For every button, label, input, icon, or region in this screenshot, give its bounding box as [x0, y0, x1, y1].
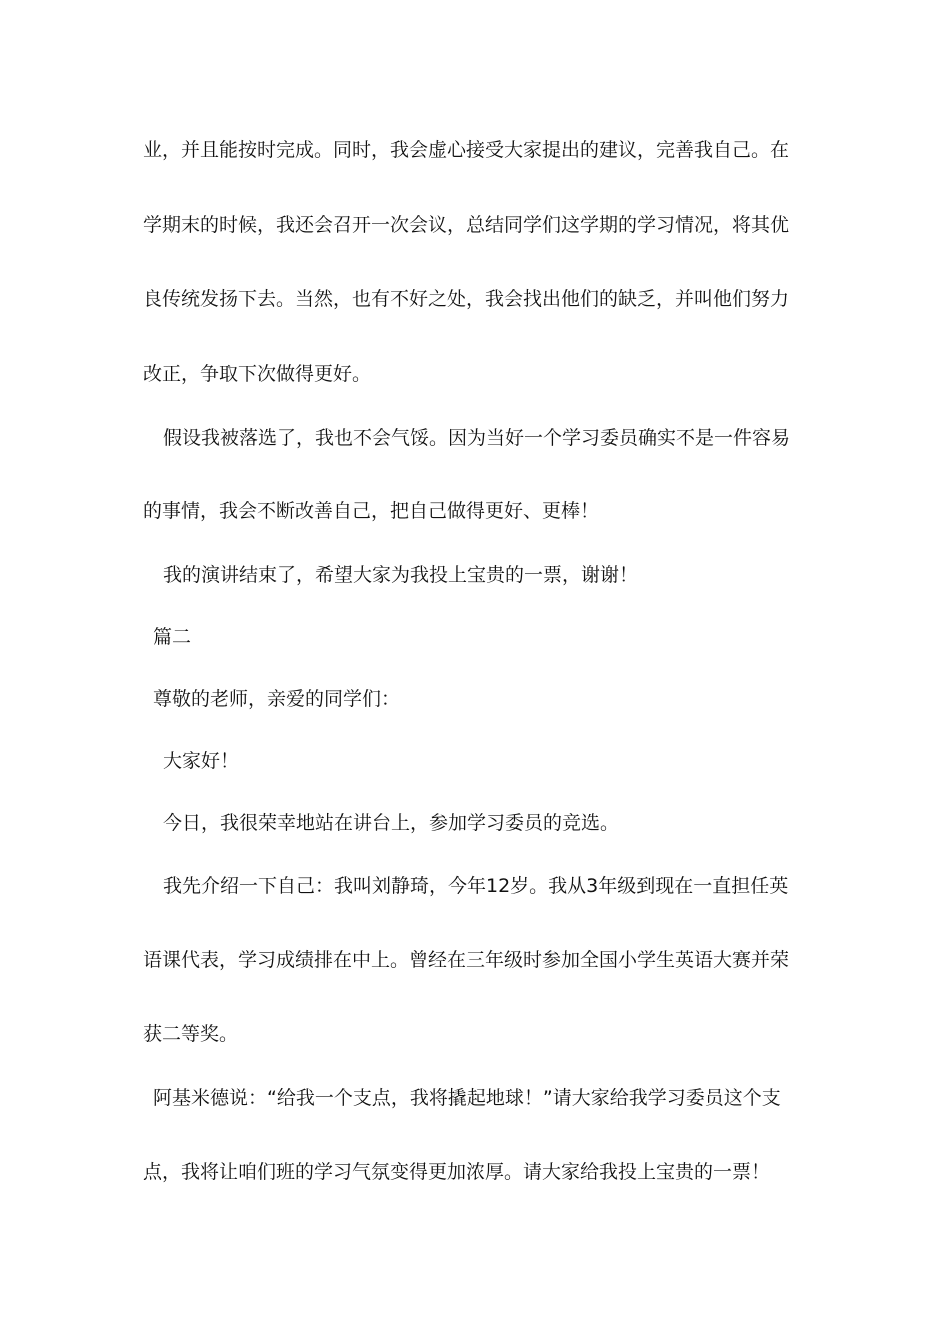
text-line-12: 我先介绍一下自己：我叫刘静琦，今年12岁。我从3年级到现在一直担任英	[163, 875, 789, 897]
text-line-4: 改正，争取下次做得更好。	[143, 363, 372, 385]
salutation: 尊敬的老师，亲爱的同学们：	[153, 688, 401, 710]
text-line-15: 阿基米德说：“给我一个支点，我将撬起地球！”请大家给我学习委员这个支	[153, 1087, 781, 1109]
text-line-7: 我的演讲结束了，希望大家为我投上宝贵的一票，谢谢！	[163, 564, 639, 586]
text-line-6: 的事情，我会不断改善自己，把自己做得更好、更棒！	[143, 500, 600, 522]
greeting: 大家好！	[163, 750, 240, 772]
text-line-5: 假设我被落选了，我也不会气馁。因为当好一个学习委员确实不是一件容易	[163, 427, 791, 449]
text-line-11: 今日，我很荣幸地站在讲台上，参加学习委员的竞选。	[163, 812, 620, 834]
text-line-14: 获二等奖。	[143, 1023, 239, 1045]
text-line-3: 良传统发扬下去。当然，也有不好之处，我会找出他们的缺乏，并叫他们努力	[143, 288, 790, 310]
section-heading: 篇二	[153, 626, 192, 648]
text-line-1: 业，并且能按时完成。同时，我会虚心接受大家提出的建议，完善我自己。在	[143, 139, 790, 161]
text-line-2: 学期末的时候，我还会召开一次会议，总结同学们这学期的学习情况，将其优	[143, 214, 790, 236]
text-line-16: 点，我将让咱们班的学习气氛变得更加浓厚。请大家给我投上宝贵的一票！	[143, 1161, 771, 1183]
text-line-13: 语课代表，学习成绩排在中上。曾经在三年级时参加全国小学生英语大赛并荣	[143, 949, 790, 971]
